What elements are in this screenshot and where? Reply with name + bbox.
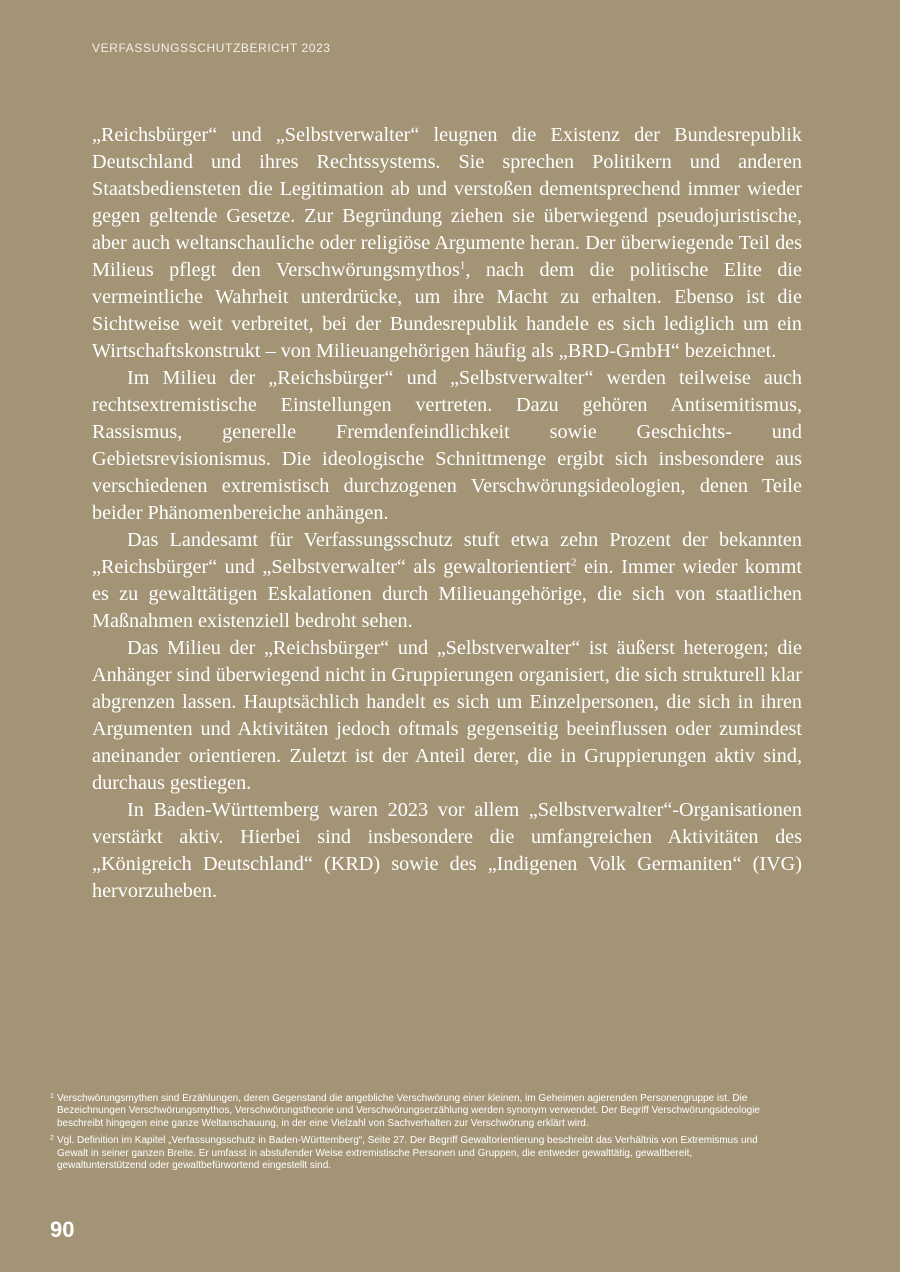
page-number: 90 <box>50 1217 75 1242</box>
paragraph-3-text-a: Das Landesamt für Verfassungsschutz stuft etwa zehn Prozent der bekannten „Reichsbürger“ und „Selbstverwalter“ als gewaltorientiert <box>92 529 802 578</box>
footnotes <box>50 1093 770 1177</box>
footnote-2-text: Vgl. Definition im Kapitel „Verfassungsschutz in Baden-Württemberg“, Seite 27. Der Begriff Gewaltorientierung beschreibt das Verhältnis von Extremismus und Gewalt in seiner ganzen Breite. Er umfasst in abstufender Weise extremistische Personen und Gruppen, die entweder gewalttätig, gewaltbereit, gewaltunterstützend oder gewaltbefürwortend eingestellt sind. <box>57 1135 758 1172</box>
footnote-1-text: Verschwörungsmythen sind Erzählungen, deren Gegenstand die angebliche Verschwörung einer kleinen, im Geheimen agierenden Personengruppe ist. Die Bezeichnungen Verschwörungsmythos, Verschwörungstheorie und Verschwörungserzählung werden synonym verwendet. Der Begriff Verschwörungsideologie beschreibt hingegen eine ganze Weltanschauung, in der eine Vielzahl von Sachverhalten zur Verschwörung erklärt wird. <box>57 1093 760 1129</box>
paragraph-2: Im Milieu der „Reichsbürger“ und „Selbstverwalter“ werden teilweise auch rechtsextremistische Einstellungen vertreten. Dazu gehören Antisemitismus, Rassismus, generelle Fremdenfeindlichkeit sowie Geschichts- und Gebietsrevisionismus. Die ideologische Schnittmenge ergibt sich insbesondere aus verschiedenen extremistisch durchzogenen Verschwörungsideologien, denen Teile beider Phänomenbereiche anhängen. <box>92 367 802 524</box>
running-header: VERFASSUNGSSCHUTZBERICHT 2023 <box>92 41 331 55</box>
paragraph-1 <box>92 122 802 365</box>
paragraph-3-text-b: ein. Immer wieder kommt es zu gewalttätigen Eskalationen durch Milieuangehörige, die sich von staatlichen Maßnahmen existenziell bedroht sehen. <box>92 556 802 632</box>
footnote-2 <box>50 1135 770 1172</box>
paragraph-5: In Baden-Württemberg waren 2023 vor allem „Selbstverwalter“-Organisationen verstärkt aktiv. Hierbei sind insbesondere die umfangreichen Aktivitäten des „Königreich Deutschland“ (KRD) sowie des „Indigenen Volk Germaniten“ (IVG) hervorzuheben. <box>92 799 802 902</box>
footnote-ref-2[interactable]: 2 <box>571 556 577 569</box>
paragraph-4: Das Milieu der „Reichsbürger“ und „Selbstverwalter“ ist äußerst heterogen; die Anhänger sind überwiegend nicht in Gruppierungen organisiert, die sich strukturell klar abgrenzen lassen. Hauptsächlich handelt es sich um Einzelpersonen, die sich in ihren Argumenten und Aktivitäten jedoch oftmals gegenseitig beeinflussen oder zumindest aneinander orientieren. Zuletzt ist der Anteil derer, die in Gruppierungen aktiv sind, durchaus gestiegen. <box>92 637 802 794</box>
footnote-1 <box>50 1093 770 1130</box>
footnote-2-number: 2 <box>50 1135 54 1143</box>
footnote-ref-1[interactable]: 1 <box>459 259 466 272</box>
body-text <box>92 122 802 905</box>
footnote-1-number: 1 <box>50 1093 54 1100</box>
paragraph-1-text-b: , nach dem die politische Elite die vermeintliche Wahrheit unterdrücke, um ihre Macht zu erhalten. Ebenso ist die Sichtweise weit verbreitet, bei der Bundesrepublik handele es sich lediglich um ein Wirtschaftskonstrukt – von Milieuangehörigen häufig als „BRD-GmbH“ bezeichnet. <box>92 259 802 362</box>
paragraph-1-text-a: „Reichsbürger“ und „Selbstverwalter“ leugnen die Existenz der Bundesrepublik Deutschland und ihres Rechtssystems. Sie sprechen Politikern und anderen Staatsbediensteten die Legitimation ab und verstoßen dementsprechend immer wieder gegen geltende Gesetze. Zur Begründung ziehen sie überwiegend pseudojuristische, aber auch weltanschauliche oder religiöse Argumente heran. Der überwiegende Teil des Milieus pflegt den Verschwörungsmythos <box>92 124 802 281</box>
paragraph-3 <box>92 527 802 635</box>
